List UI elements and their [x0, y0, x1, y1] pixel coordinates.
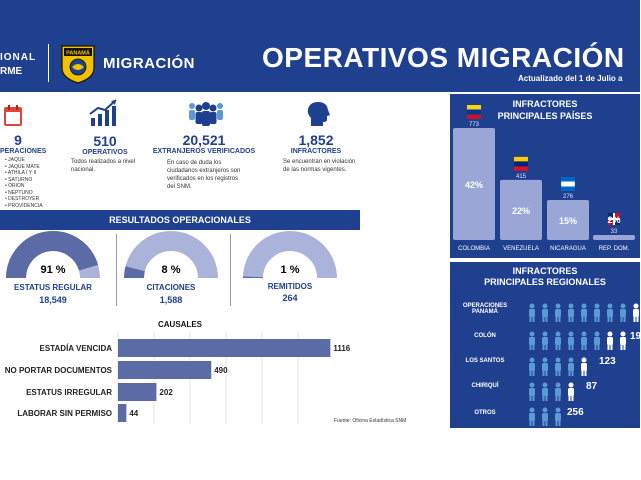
crowd-icon [186, 100, 226, 128]
bar-category-label: VENEZUELA [503, 246, 539, 252]
person-icon [568, 304, 574, 323]
paises-panel [450, 94, 640, 258]
migracion-shield-logo [60, 44, 96, 84]
gauge-label-2: CITACIONES [146, 283, 196, 292]
bar-value-label: 276 [562, 194, 574, 201]
bar [118, 404, 126, 422]
person-icon [633, 304, 639, 323]
person-icon [620, 304, 626, 323]
regional-value-4: 87 [586, 381, 598, 392]
list-item: • SATURNO [5, 176, 33, 183]
person-icon [529, 408, 535, 427]
infractores-count: 1,852 [298, 132, 334, 148]
growth-chart-icon [88, 98, 120, 128]
gauge-label-1: ESTATUS REGULAR [14, 283, 92, 292]
person-icon [542, 304, 548, 323]
regional-label-5: OTROS [474, 410, 496, 416]
person-icon [529, 304, 535, 323]
person-icon [542, 358, 548, 377]
calendar-icon [2, 104, 24, 128]
operativos-desc: Todos realizados a nivel nacional. [71, 159, 136, 173]
operativos-block [70, 133, 140, 156]
list-item: • JAQUE [5, 157, 25, 163]
list-item: • ATHILA I Y II [5, 170, 37, 176]
extranjeros-desc: En caso de duda los ciudadanos extranjeros son verificados en los registros del SNM. [167, 160, 241, 190]
bar-value-label: 44 [129, 409, 139, 418]
regionales-title-2: PRINCIPALES REGIONALES [484, 277, 606, 287]
extranjeros-block [150, 132, 258, 155]
list-item: • PROVIDENCIA [5, 202, 43, 209]
bar-category-label: ESTADÍA VENCIDA [39, 344, 112, 353]
bar-category-label: ESTATUS IRREGULAR [26, 388, 112, 397]
logo-text: PANAMÁ [66, 50, 90, 57]
person-icon [542, 408, 548, 427]
person-icon [529, 332, 535, 351]
gauge-pct-1: 91 % [40, 264, 66, 276]
gauge-label-3: REMITIDOS [267, 282, 313, 291]
bar-category-label: REP. DOM. [598, 246, 630, 252]
operativos-label: OPERATIVOS [82, 149, 128, 156]
regional-label-3: LOS SANTOS [465, 358, 505, 364]
gauge-value-1: 18,549 [39, 295, 67, 305]
infractores-block [280, 132, 352, 155]
regional-label-2: COLÓN [474, 333, 496, 339]
bar-value-label: 490 [214, 366, 228, 375]
infractores-label: INFRACTORES [290, 148, 342, 155]
list-item: • DESTROYER [5, 196, 40, 202]
person-icon [555, 332, 561, 351]
venezuela-flag-icon [514, 157, 528, 171]
list-item: • NEPTUNO [5, 189, 33, 196]
person-icon [568, 358, 574, 377]
regional-value-2: 19 [630, 331, 641, 342]
person-icon [607, 304, 613, 323]
person-icon [555, 304, 561, 323]
updated-date: Actualizado del 1 de Julio a [518, 74, 623, 83]
operaciones-label: PERACIONES [0, 148, 47, 155]
gauge-value-3: 264 [282, 293, 298, 303]
colombia-flag-icon [467, 105, 481, 119]
divider [230, 234, 231, 306]
operaciones-count: 9 [14, 132, 22, 148]
bar-value-label: 202 [159, 388, 173, 397]
header-divider [48, 44, 49, 82]
person-icon [581, 304, 587, 323]
person-icon [542, 332, 548, 351]
bar-percent-label: 22% [511, 205, 531, 216]
bar [118, 339, 330, 357]
page-title: OPERATIVOS MIGRACIÓN [262, 42, 625, 73]
gauge-value-2: 1,588 [159, 295, 183, 305]
causales-title: CAUSALES [0, 318, 360, 332]
paises-chart [450, 94, 640, 258]
bar-category-label: COLOMBIA [458, 246, 490, 252]
regionales-panel [450, 262, 640, 428]
person-icon [555, 358, 561, 377]
header-banner [0, 0, 640, 92]
list-item: • ORIÓN [5, 183, 25, 189]
bar-value-label: 415 [515, 173, 527, 180]
list-item: • JAQUE MATE [5, 163, 40, 170]
brand-left-text-2: RME [0, 66, 23, 77]
bar-percent-label: 15% [558, 216, 578, 227]
person-icon [542, 383, 548, 402]
paises-title-2: PRINCIPALES PAÍSES [497, 111, 593, 121]
operaciones-list [5, 157, 43, 209]
bar-value-label: 1116 [333, 344, 351, 353]
nicaragua-flag-icon [561, 177, 575, 191]
bar [593, 235, 635, 240]
gauge-fill [134, 269, 135, 278]
person-icon [594, 304, 600, 323]
regional-value-3: 123 [599, 356, 616, 367]
bar [118, 383, 156, 401]
divider [116, 234, 117, 306]
resultados-title: RESULTADOS OPERACIONALES [0, 210, 360, 230]
person-icon [529, 358, 535, 377]
person-icon [529, 383, 535, 402]
person-icon [555, 383, 561, 402]
person-icon [568, 332, 574, 351]
paises-title-1: INFRACTORES [512, 99, 578, 109]
bar-percent-label: 2% [607, 215, 621, 225]
bar-percent-label: 42% [464, 180, 484, 190]
bar-value-label: 773 [468, 122, 480, 128]
extranjeros-label: EXTRANJEROS VERIFICADOS [152, 148, 256, 155]
gauge-pct-3: 1 % [280, 264, 300, 276]
bar-value-label: 33 [610, 229, 618, 235]
regional-value-5: 256 [567, 407, 584, 418]
person-icon [620, 332, 626, 351]
person-icon [568, 383, 574, 402]
operativos-count: 510 [93, 133, 117, 149]
operaciones-count-block [8, 132, 28, 148]
causales-chart [0, 332, 420, 427]
bar [118, 361, 211, 379]
person-icon [581, 358, 587, 377]
bar-category-label: NO PORTAR DOCUMENTOS [4, 366, 112, 375]
regional-figures [450, 262, 640, 428]
source-note: Fuente: Oficina Estadística SNM [334, 418, 407, 424]
brand-name: MIGRACIÓN [103, 55, 195, 72]
person-icon [555, 408, 561, 427]
head-icon [305, 100, 331, 128]
person-icon [581, 332, 587, 351]
extranjeros-count: 20,521 [182, 132, 226, 148]
regional-label-4: CHIRIQUÍ [471, 383, 499, 389]
infractores-desc: Se encuentran en violación de las normas vigentes. [283, 159, 356, 173]
bar-category-label: LABORAR SIN PERMISO [17, 409, 112, 418]
person-icon [594, 332, 600, 351]
bar-category-label: NICARAGUA [550, 246, 586, 252]
person-icon [607, 332, 613, 351]
brand-left-text: IONAL [0, 52, 37, 63]
gauge-pct-2: 8 % [161, 264, 181, 276]
regionales-title-1: INFRACTORES [512, 266, 578, 276]
regional-label-1: OPERACIONES PANAMÁ [462, 303, 508, 315]
operaciones-label-block [0, 148, 50, 155]
